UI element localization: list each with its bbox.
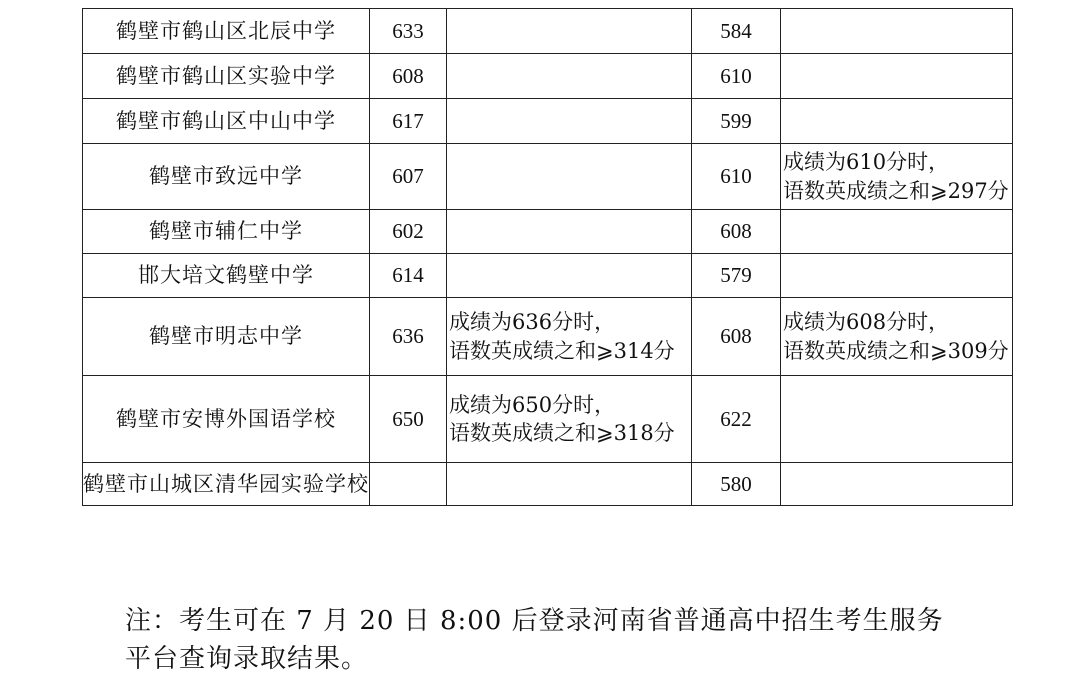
- note-cell: [447, 376, 692, 463]
- score-cell: 610: [692, 54, 781, 99]
- score-cell: 633: [370, 9, 447, 54]
- note-cell: [447, 99, 692, 144]
- table-row: [83, 144, 1013, 210]
- school-name-cell: 鹤壁市辅仁中学: [83, 210, 370, 254]
- note-cell: [447, 254, 692, 298]
- score-cell: 607: [370, 144, 447, 210]
- table-row: [83, 54, 1013, 99]
- score-cell: [370, 463, 447, 506]
- score-cell: 608: [692, 210, 781, 254]
- school-name-cell: 邯大培文鹤壁中学: [83, 254, 370, 298]
- score-cell: 608: [692, 298, 781, 376]
- score-cell: 580: [692, 463, 781, 506]
- note-cell: [781, 376, 1013, 463]
- score-cell: 599: [692, 99, 781, 144]
- school-name-cell: 鹤壁市山城区清华园实验学校: [83, 463, 370, 506]
- score-cell: 602: [370, 210, 447, 254]
- score-cell: 650: [370, 376, 447, 463]
- note-cell: [781, 210, 1013, 254]
- note-cell: [447, 463, 692, 506]
- score-cell: 608: [370, 54, 447, 99]
- school-name-cell: 鹤壁市明志中学: [83, 298, 370, 376]
- note-cell: [781, 298, 1013, 376]
- school-name-cell: 鹤壁市致远中学: [83, 144, 370, 210]
- note-line: 成绩为650分时，: [449, 392, 616, 417]
- note-line: 语数英成绩之和⩾309分: [783, 338, 1009, 363]
- note-line: 成绩为608分时，: [783, 310, 950, 335]
- note-cell: [447, 210, 692, 254]
- score-cell: 610: [692, 144, 781, 210]
- note-line: 语数英成绩之和⩾314分: [449, 338, 675, 363]
- school-name-cell: 鹤壁市鹤山区北辰中学: [83, 9, 370, 54]
- note-cell: [447, 298, 692, 376]
- score-cell: 636: [370, 298, 447, 376]
- admission-score-table: [82, 8, 1013, 506]
- school-name-cell: 鹤壁市鹤山区实验中学: [83, 54, 370, 99]
- table-row: [83, 99, 1013, 144]
- note-cell: [781, 463, 1013, 506]
- note-cell: [781, 54, 1013, 99]
- table-row: [83, 9, 1013, 54]
- score-cell: 584: [692, 9, 781, 54]
- table-body: [83, 9, 1013, 506]
- footnote: [125, 602, 944, 678]
- note-cell: [781, 254, 1013, 298]
- table-row: [83, 210, 1013, 254]
- note-line: 语数英成绩之和⩾297分: [783, 178, 1009, 203]
- table-row: [83, 254, 1013, 298]
- score-cell: 617: [370, 99, 447, 144]
- note-line: 成绩为610分时，: [783, 150, 950, 175]
- note-cell: [447, 9, 692, 54]
- note-cell: [781, 9, 1013, 54]
- note-cell: [447, 54, 692, 99]
- score-cell: 579: [692, 254, 781, 298]
- table-row: [83, 463, 1013, 506]
- footnote-line-1: 注：考生可在 7 月 20 日 8:00 后登录河南省普通高中招生考生服务: [125, 606, 944, 636]
- table-row: [83, 376, 1013, 463]
- school-name-cell: 鹤壁市鹤山区中山中学: [83, 99, 370, 144]
- score-cell: 622: [692, 376, 781, 463]
- note-line: 成绩为636分时，: [449, 310, 616, 335]
- score-cell: 614: [370, 254, 447, 298]
- note-cell: [781, 144, 1013, 210]
- note-line: 语数英成绩之和⩾318分: [449, 421, 675, 445]
- note-cell: [781, 99, 1013, 144]
- school-name-cell: 鹤壁市安博外国语学校: [83, 376, 370, 463]
- table-row: [83, 298, 1013, 376]
- note-cell: [447, 144, 692, 210]
- footnote-line-2: 平台查询录取结果。: [125, 644, 369, 674]
